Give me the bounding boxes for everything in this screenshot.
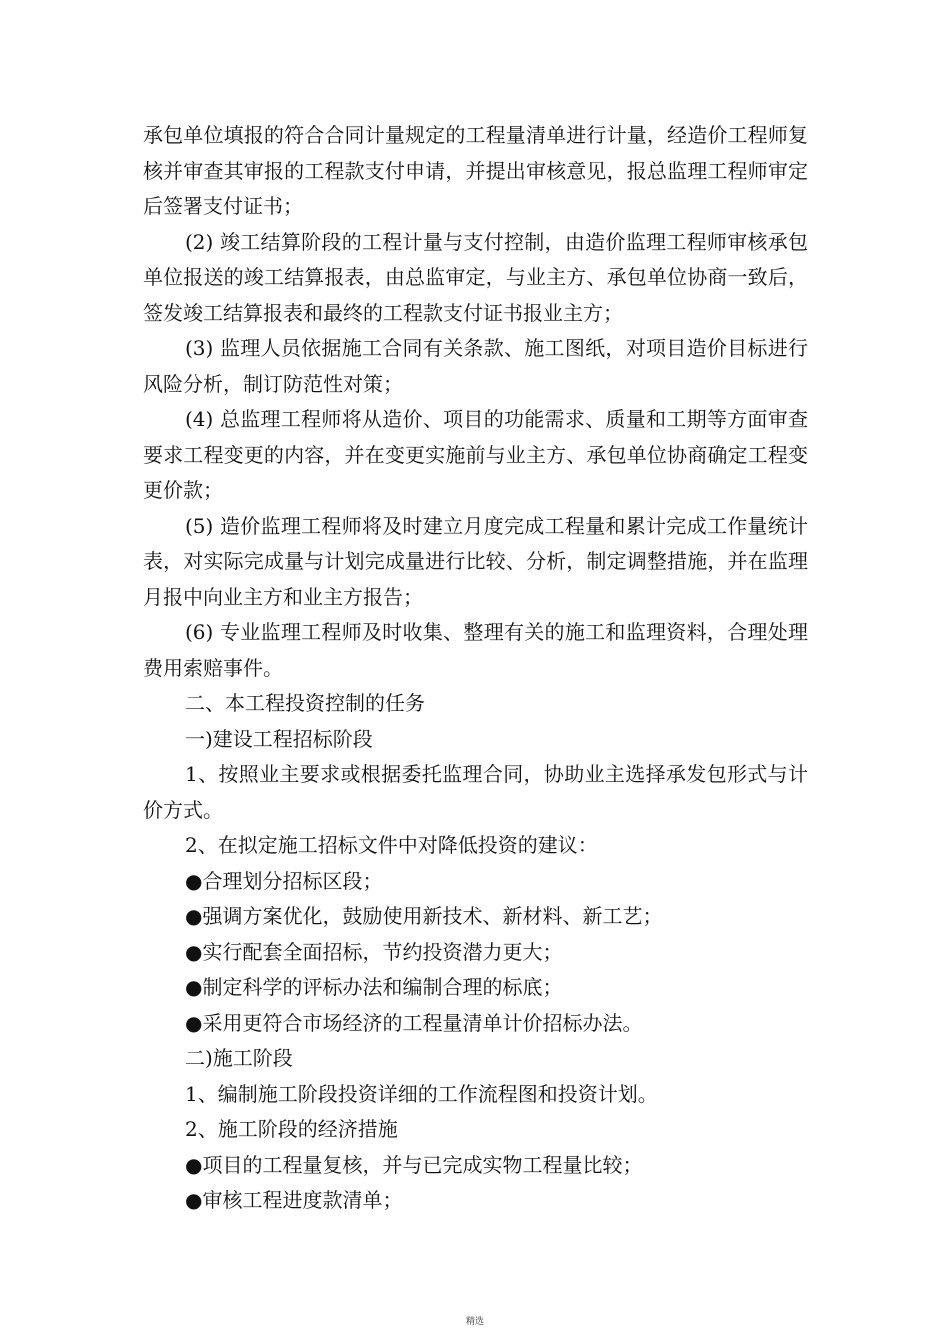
- paragraph: 1、按照业主要求或根据委托监理合同，协助业主选择承发包形式与计价方式。: [143, 762, 808, 822]
- bullet-item: ●采用更符合市场经济的工程量清单计价招标办法。: [185, 1010, 643, 1035]
- bullet-item: ●合理划分招标区段；: [185, 868, 383, 893]
- bullet-item: ●强调方案优化，鼓励使用新技术、新材料、新工艺；: [185, 904, 663, 928]
- paragraph: (3) 监理人员依据施工合同有关条款、施工图纸，对项目造价目标进行风险分析，制订防范性对策；: [143, 336, 808, 396]
- paragraph: (4) 总监理工程师将从造价、项目的功能需求、质量和工期等方面审查要求工程变更的内容，并在变更实施前与业主方、承包单位协商确定工程变更价款；: [143, 407, 808, 502]
- paragraph: 2、施工阶段的经济措施: [185, 1117, 398, 1141]
- paragraph: (5) 造价监理工程师将及时建立月度完成工程量和累计完成工作量统计表，对实际完成量与计划完成量进行比较、分析，制定调整措施，并在监理月报中向业主方和业主方报告；: [143, 513, 808, 609]
- subsection-heading: 二)施工阶段: [185, 1046, 293, 1070]
- paragraph: 1、编制施工阶段投资详细的工作流程图和投资计划。: [185, 1081, 658, 1106]
- document-body: [143, 118, 808, 1219]
- page-footer-label: 精选: [465, 1317, 484, 1327]
- paragraph: (6) 专业监理工程师及时收集、整理有关的施工和监理资料，合理处理费用索赔事件。: [143, 620, 808, 680]
- bullet-item: ●制定科学的评标办法和编制合理的标底；: [185, 975, 563, 999]
- paragraph: 承包单位填报的符合合同计量规定的工程量清单进行计量，经造价工程师复核并审查其审报的工程款支付申请，并提出审核意见，报总监理工程师审定后签署支付证书；: [143, 123, 808, 218]
- bullet-item: ●审核工程进度款清单；: [185, 1188, 403, 1212]
- bullet-item: ●实行配套全面招标，节约投资潜力更大；: [185, 939, 563, 964]
- paragraph: 2、在拟定施工招标文件中对降低投资的建议：: [185, 833, 598, 857]
- bullet-item: ●项目的工程量复核，并与已完成实物工程量比较；: [185, 1152, 643, 1177]
- subsection-heading: 一)建设工程招标阶段: [185, 726, 373, 751]
- section-heading: 二、本工程投资控制的任务: [185, 691, 425, 715]
- paragraph: (2) 竣工结算阶段的工程计量与支付控制，由造价监理工程师审核承包单位报送的竣工结算报表，由总监审定，与业主方、承包单位协商一致后，签发竣工结算报表和最终的工程款支付证书报业主方；: [143, 229, 808, 325]
